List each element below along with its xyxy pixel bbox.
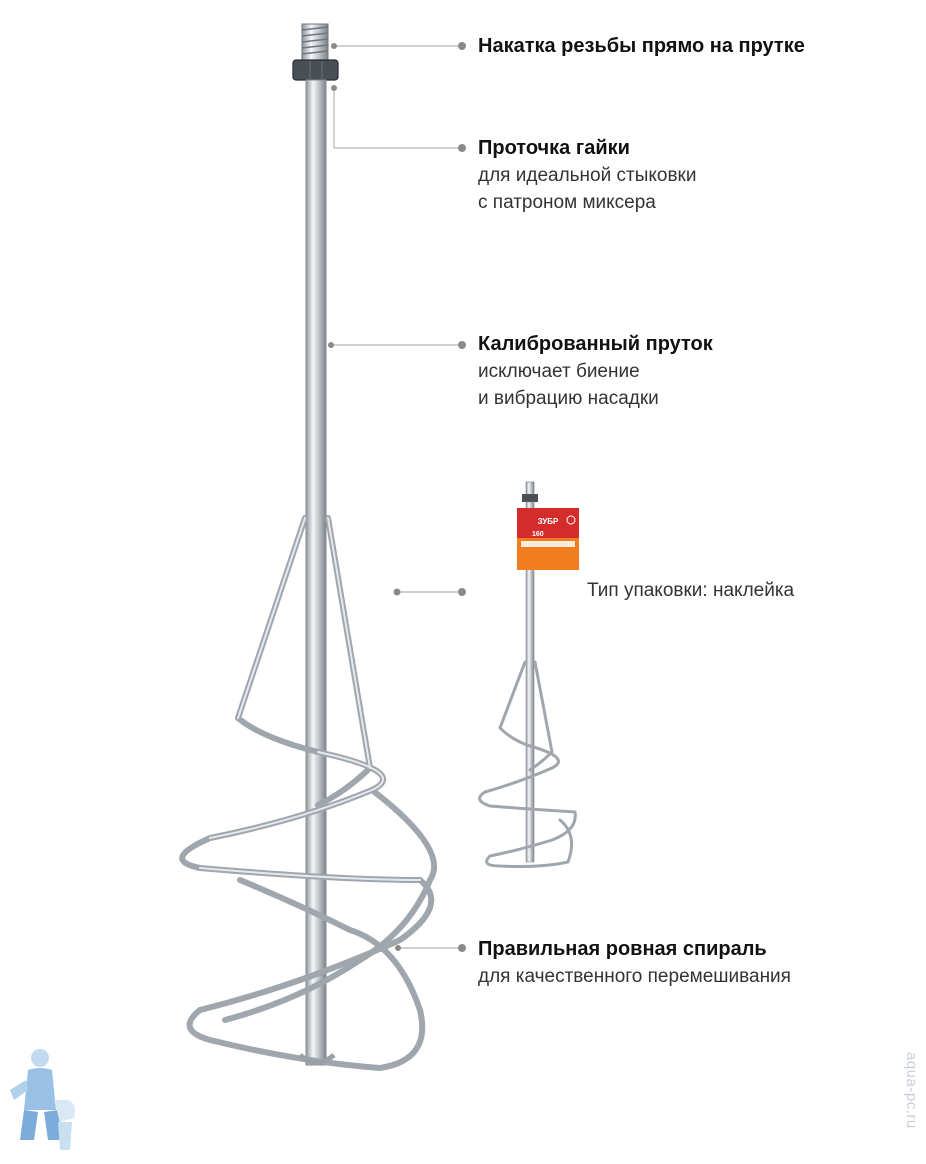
callout-thread-title: Накатка резьбы прямо на прутке (478, 35, 805, 57)
leader-lines (328, 42, 466, 952)
callout-thread (478, 33, 805, 60)
callout-spiral (478, 936, 791, 990)
thread-tip (302, 24, 328, 62)
callout-nut-line2: с патроном миксера (478, 192, 656, 213)
callout-nut (478, 135, 696, 216)
sticker-size: 160 (532, 531, 544, 538)
mixer-packaged (480, 482, 579, 867)
sticker-brand: ЗУБР (537, 517, 559, 526)
callout-rod-line1: исключает биение (478, 361, 640, 382)
sticker (517, 508, 579, 570)
nut (293, 60, 338, 80)
callout-rod-title: Калиброванный пруток (478, 333, 713, 355)
mixer-large (182, 24, 434, 1068)
callout-spiral-line1: для качественного перемешивания (478, 966, 791, 987)
callout-nut-title: Проточка гайки (478, 137, 630, 159)
plumber-mascot-logo (10, 1049, 75, 1150)
callout-nut-line1: для идеальной стыковки (478, 165, 697, 186)
packaging-label: Тип упаковки: наклейка (587, 580, 795, 601)
callout-spiral-title: Правильная ровная спираль (478, 938, 767, 960)
callout-rod (478, 331, 713, 412)
watermark: aqua-pc.ru (903, 1052, 920, 1129)
callout-rod-line2: и вибрацию насадки (478, 388, 659, 409)
